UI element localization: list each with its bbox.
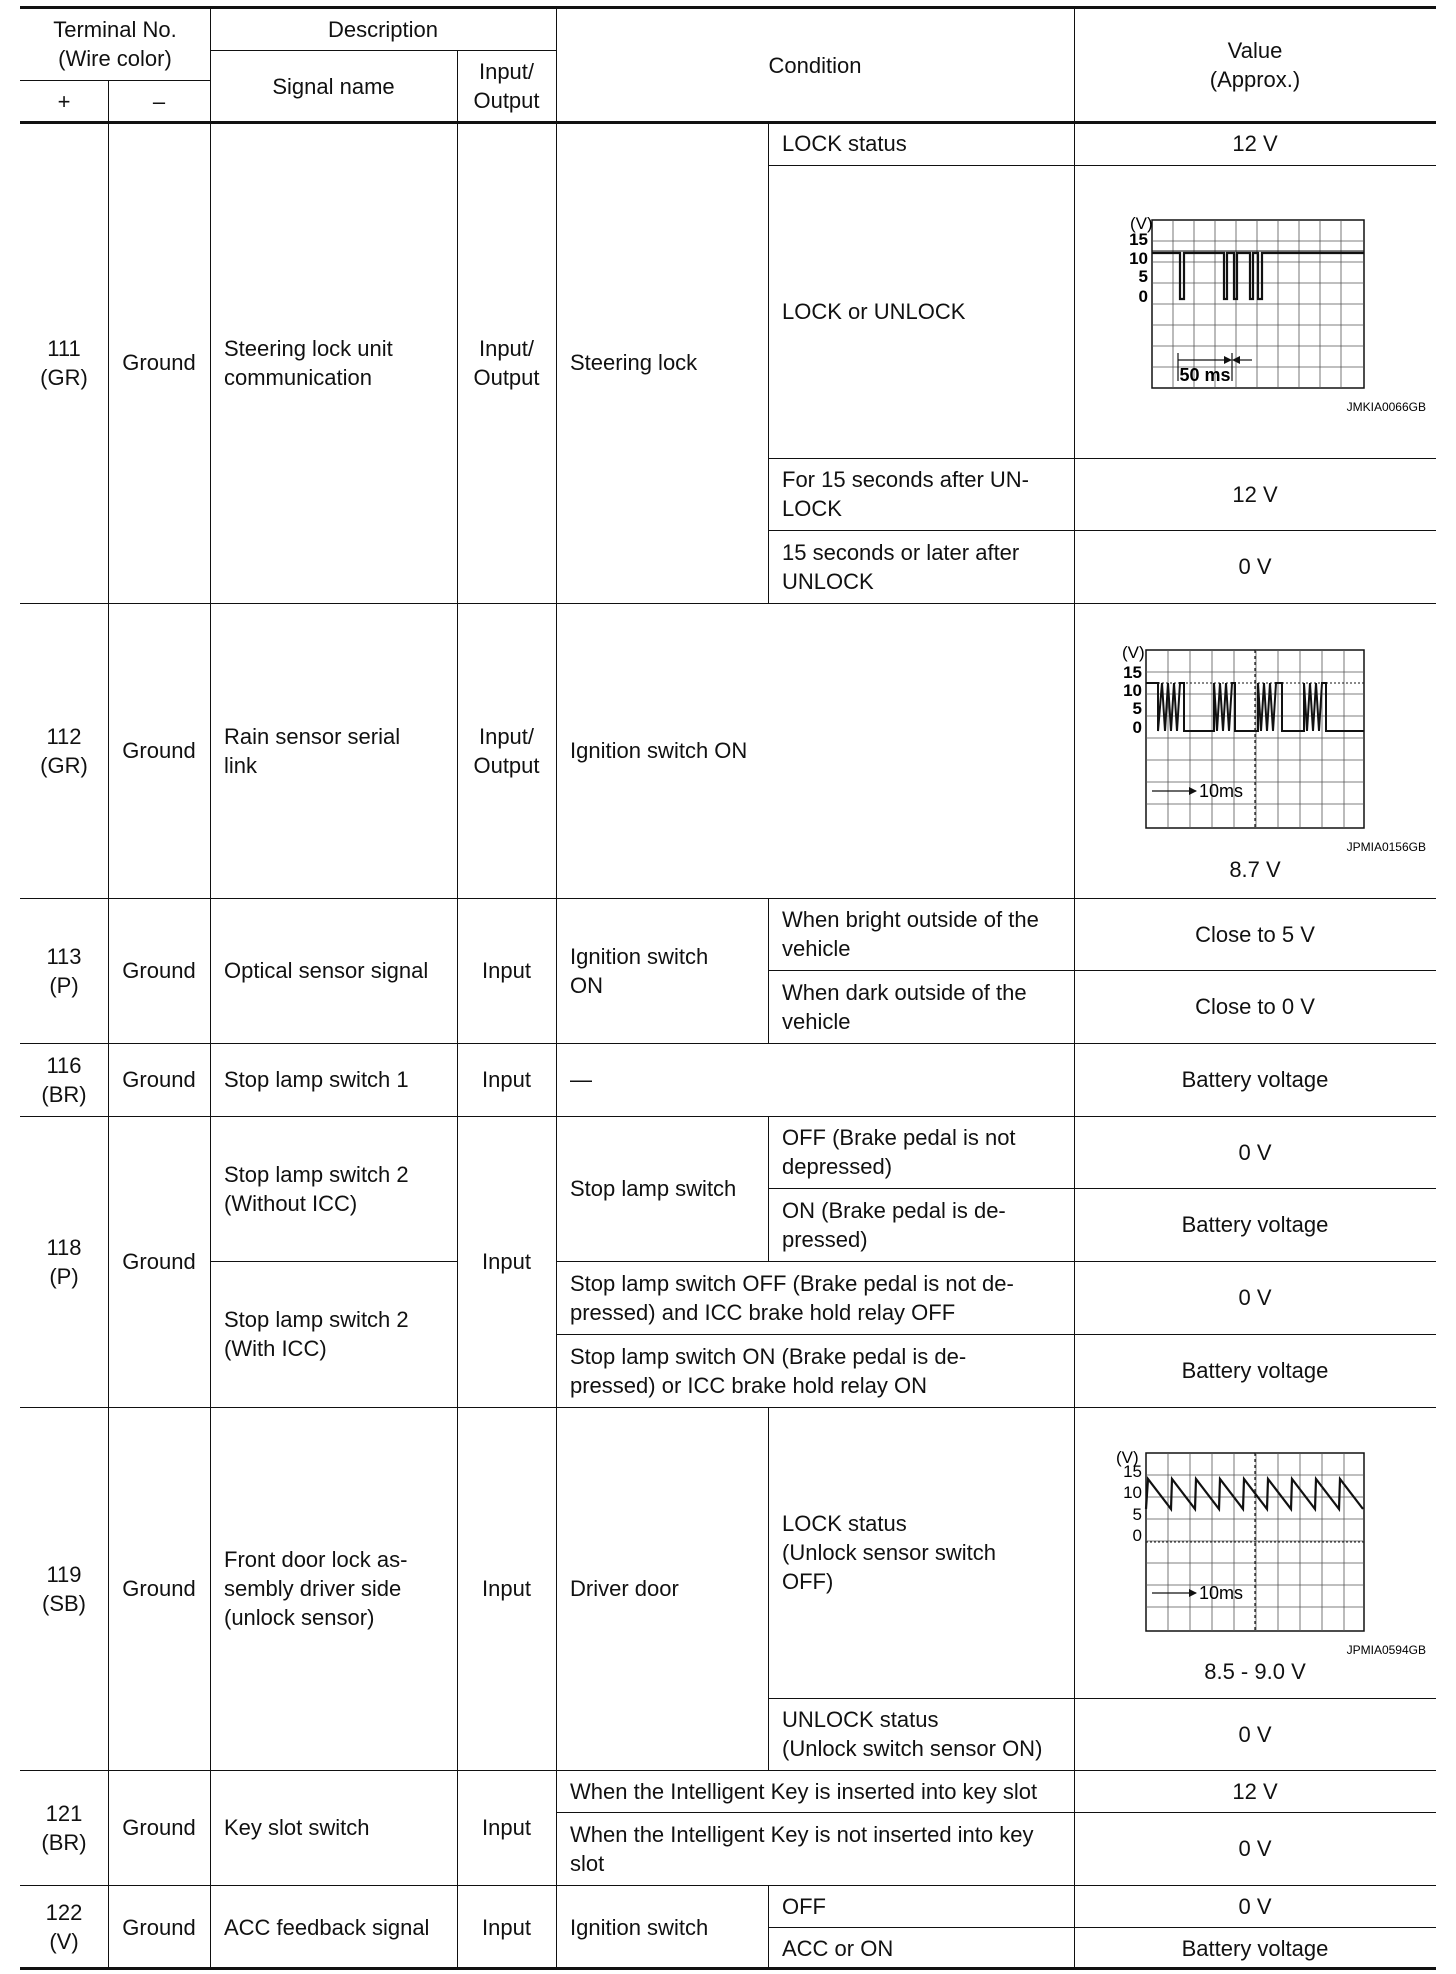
cond-118-icc-off: Stop lamp switch OFF (Brake pedal is not de- pressed) and ICC brake hold relay OFF [570, 1270, 1014, 1325]
rule-r122 [20, 1885, 1436, 1886]
ground-121: Ground [122, 1815, 196, 1840]
terminal-121: 121 (BR) [41, 1800, 87, 1855]
header-description: Description [327, 16, 439, 42]
signal-111: Steering lock unit communication [224, 335, 393, 390]
rule-r118 [20, 1116, 1436, 1117]
waveform-111-unit: (V) [1130, 214, 1153, 233]
value-112: 8.7 V [1229, 857, 1281, 882]
cond-111-later: 15 seconds or later after UNLOCK [782, 539, 1020, 594]
signal-112: Rain sensor serial link [224, 723, 401, 778]
value-119-lock: 8.5 - 9.0 V [1204, 1659, 1306, 1684]
value-113-bright: Close to 5 V [1195, 921, 1315, 947]
waveform-119-tick-0: 0 [1132, 1526, 1142, 1545]
waveform-112 [1074, 603, 1436, 898]
waveform-111-scale: 50 ms [1179, 365, 1231, 385]
rule-top [20, 6, 1436, 9]
value-111-lock: 12 V [1232, 131, 1278, 156]
io-122: Input [482, 1914, 531, 1940]
waveform-111-tick-0: 0 [1138, 287, 1148, 306]
terminal-122: 122 (V) [45, 1900, 83, 1954]
waveform-111-code: JMKIA0066GB [1346, 400, 1426, 414]
io-111: Input/ Output [473, 335, 540, 390]
rule-s6 [210, 1261, 457, 1262]
cond-118-icc-on: Stop lamp switch ON (Brake pedal is de- pressed) or ICC brake hold relay ON [570, 1343, 967, 1398]
cond-111-lock-unlock: LOCK or UNLOCK [782, 299, 966, 324]
rule-r121 [20, 1770, 1436, 1771]
cond-119-lock: LOCK status (Unlock sensor switch OFF) [782, 1511, 996, 1594]
cond-118-on: ON (Brake pedal is de- pressed) [782, 1197, 1006, 1252]
value-111-after: 12 V [1232, 481, 1278, 507]
rule-v-cond-113 [768, 898, 769, 1043]
rule-s8 [556, 1334, 1436, 1335]
ground-113: Ground [122, 958, 196, 983]
waveform-112-unit: (V) [1122, 643, 1145, 662]
terminal-116: 116 (BR) [41, 1052, 87, 1107]
cond-113: Ignition switch ON [570, 943, 709, 998]
ground-111: Ground [122, 350, 196, 375]
header-terminal: Terminal No. (Wire color) [53, 17, 177, 71]
waveform-119-tick-5: 5 [1132, 1505, 1142, 1524]
cond-111-after: For 15 seconds after UN- LOCK [782, 467, 1029, 521]
signal-118-with-icc: Stop lamp switch 2 (With ICC) [224, 1307, 409, 1361]
rule-bottom [20, 1967, 1436, 1970]
rule-s3 [768, 530, 1436, 531]
value-121-not-inserted: 0 V [1238, 1836, 1272, 1861]
rule-s1 [768, 165, 1436, 166]
terminal-112: 112 (GR) [40, 723, 88, 778]
value-116: Battery voltage [1181, 1067, 1329, 1092]
waveform-111-tick-10: 10 [1129, 249, 1148, 268]
waveform-119-scale: 10ms [1199, 1583, 1244, 1603]
rule-r119 [20, 1407, 1436, 1408]
rule-s9 [768, 1698, 1436, 1699]
waveform-119-unit: (V) [1116, 1448, 1139, 1467]
cond-112: Ignition switch ON [570, 738, 748, 763]
value-121-inserted: 12 V [1232, 1778, 1278, 1804]
io-116: Input [482, 1067, 531, 1092]
cond-122-acc: ACC or ON [782, 1935, 894, 1961]
rule-v-minus [210, 6, 211, 1969]
waveform-112-tick-15: 15 [1123, 663, 1142, 682]
rule-s10 [556, 1812, 1436, 1813]
value-122-acc: Battery voltage [1181, 1935, 1329, 1961]
waveform-112-tick-10: 10 [1123, 681, 1142, 700]
rule-v-io [556, 6, 557, 1969]
rule-v-cond-122 [768, 1885, 769, 1969]
waveform-112-tick-5: 5 [1132, 699, 1142, 718]
value-118-icc-on: Battery voltage [1181, 1358, 1329, 1383]
rule-v-cond-118 [768, 1116, 769, 1261]
waveform-119-code: JPMIA0594GB [1346, 1643, 1426, 1657]
waveform-119-tick-15: 15 [1123, 1462, 1142, 1481]
cond-111-lock: LOCK status [782, 131, 907, 156]
value-122-off: 0 V [1238, 1893, 1272, 1919]
header-io: Input/ Output [473, 59, 540, 113]
ground-116: Ground [122, 1067, 196, 1092]
value-118-on: Battery voltage [1181, 1212, 1329, 1237]
cond-121-not-inserted: When the Intelligent Key is not inserted into key slot [570, 1821, 1034, 1876]
waveform-112-tick-0: 0 [1132, 718, 1142, 737]
value-119-unlock: 0 V [1238, 1721, 1272, 1747]
signal-122: ACC feedback signal [224, 1914, 430, 1940]
terminal-111: 111 (GR) [40, 335, 88, 390]
signal-119: Front door lock as- sembly driver side (unlock sensor) [224, 1547, 408, 1630]
cond-122-off: OFF [782, 1893, 826, 1919]
waveform-112-code: JPMIA0156GB [1346, 840, 1426, 854]
waveform-112-graph [1074, 603, 1436, 863]
rule-v-plus [108, 80, 109, 1969]
signal-121: Key slot switch [224, 1815, 370, 1840]
rule-s5 [768, 1188, 1436, 1189]
io-119: Input [482, 1576, 531, 1601]
rule-s2 [768, 458, 1436, 459]
cond-111: Steering lock [570, 350, 698, 375]
value-111-later: 0 V [1238, 554, 1272, 579]
waveform-112-scale: 10ms [1199, 781, 1244, 801]
rule-s4 [768, 970, 1436, 971]
rule-v-signal [457, 50, 458, 1969]
rule-s11 [768, 1927, 1436, 1928]
rule-v-cond-111 [768, 122, 769, 603]
waveform-111 [1074, 165, 1436, 458]
header-plus: + [57, 88, 71, 114]
cond-113-bright: When bright outside of the vehicle [782, 907, 1039, 961]
value-118-icc-off: 0 V [1238, 1285, 1272, 1310]
waveform-111-tick-15: 15 [1129, 230, 1148, 249]
rule-r113 [20, 898, 1436, 899]
cond-113-dark: When dark outside of the vehicle [782, 979, 1027, 1034]
header-minus: – [152, 88, 166, 114]
cond-119-unlock: UNLOCK status (Unlock switch sensor ON) [782, 1707, 1043, 1761]
cond-116: — [570, 1067, 592, 1092]
rule-h2 [20, 80, 210, 81]
ground-119: Ground [122, 1576, 196, 1601]
rule-v-cond-119 [768, 1407, 769, 1770]
ground-122: Ground [122, 1914, 196, 1940]
header-signal-name: Signal name [272, 73, 395, 99]
header-value: Value (Approx.) [1209, 38, 1301, 92]
io-118: Input [482, 1249, 531, 1274]
waveform-119-graph [1074, 1407, 1436, 1663]
io-121: Input [482, 1815, 531, 1840]
cond-121-inserted: When the Intelligent Key is inserted into key slot [570, 1778, 1038, 1804]
waveform-119-tick-10: 10 [1123, 1483, 1142, 1502]
terminal-119: 119 (SB) [42, 1561, 86, 1616]
waveform-111-graph [1074, 165, 1436, 458]
terminal-113: 113 (P) [46, 943, 82, 998]
rule-r112 [20, 603, 1436, 604]
waveform-111-tick-5: 5 [1138, 267, 1148, 286]
ground-118: Ground [122, 1249, 196, 1274]
waveform-119 [1074, 1407, 1436, 1698]
ground-112: Ground [122, 738, 196, 763]
terminal-118: 118 (P) [46, 1234, 82, 1289]
cond-119: Driver door [570, 1576, 679, 1601]
value-113-dark: Close to 0 V [1195, 994, 1315, 1019]
cond-118: Stop lamp switch [570, 1176, 737, 1201]
rule-v-value [1074, 6, 1075, 1969]
header-condition: Condition [768, 52, 862, 78]
rule-s7 [556, 1261, 1436, 1262]
cond-122: Ignition switch [570, 1914, 709, 1940]
cond-118-off: OFF (Brake pedal is not depressed) [782, 1125, 1016, 1179]
io-112: Input/ Output [473, 723, 540, 778]
io-113: Input [482, 958, 531, 983]
signal-118-without-icc: Stop lamp switch 2 (Without ICC) [224, 1161, 409, 1216]
value-118-off: 0 V [1238, 1139, 1272, 1165]
signal-113: Optical sensor signal [224, 958, 429, 983]
rule-r116 [20, 1043, 1436, 1044]
signal-116: Stop lamp switch 1 [224, 1067, 409, 1092]
rule-header-bottom [20, 121, 1436, 124]
rule-h1 [210, 50, 556, 51]
